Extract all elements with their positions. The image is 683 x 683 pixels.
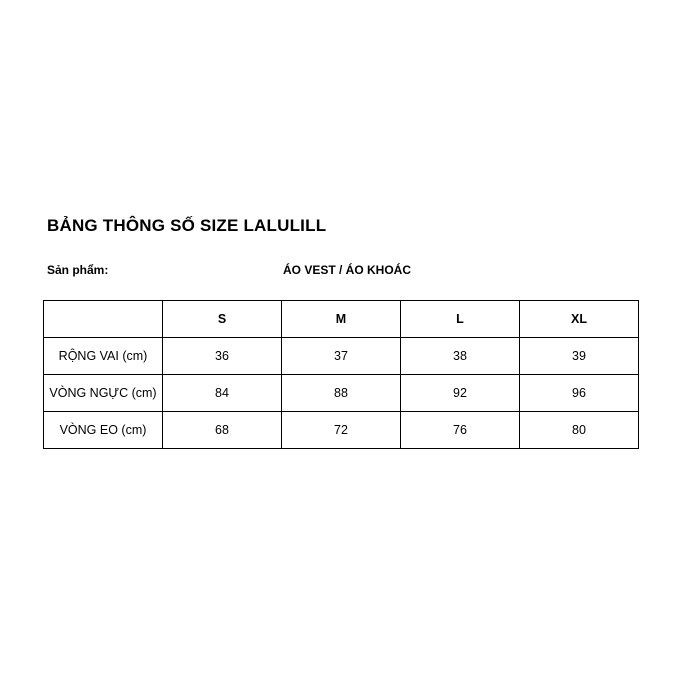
- table-corner-cell: [44, 301, 163, 338]
- table-row: [44, 412, 639, 449]
- table-cell: 76: [401, 412, 520, 449]
- table-cell: 96: [520, 375, 639, 412]
- table-cell: 37: [282, 338, 401, 375]
- page-title: BẢNG THÔNG SỐ SIZE LALULILL: [47, 216, 327, 235]
- size-table: [43, 300, 639, 449]
- table-cell: 88: [282, 375, 401, 412]
- table-header-row: [44, 301, 639, 338]
- table-cell: 36: [163, 338, 282, 375]
- table-cell: 84: [163, 375, 282, 412]
- table-row: [44, 375, 639, 412]
- product-value: ÁO VEST / ÁO KHOÁC: [283, 263, 412, 277]
- size-header-xl: XL: [520, 301, 639, 338]
- product-label: Sản phẩm:: [47, 263, 109, 277]
- row-label-shoulder: RỘNG VAI (cm): [44, 338, 163, 375]
- table-cell: 92: [401, 375, 520, 412]
- row-label-chest: VÒNG NGỰC (cm): [44, 375, 163, 412]
- table-cell: 72: [282, 412, 401, 449]
- table-cell: 68: [163, 412, 282, 449]
- row-label-waist: VÒNG EO (cm): [44, 412, 163, 449]
- table-cell: 80: [520, 412, 639, 449]
- size-header-s: S: [163, 301, 282, 338]
- size-header-m: M: [282, 301, 401, 338]
- table-cell: 39: [520, 338, 639, 375]
- size-header-l: L: [401, 301, 520, 338]
- table-row: [44, 338, 639, 375]
- table-cell: 38: [401, 338, 520, 375]
